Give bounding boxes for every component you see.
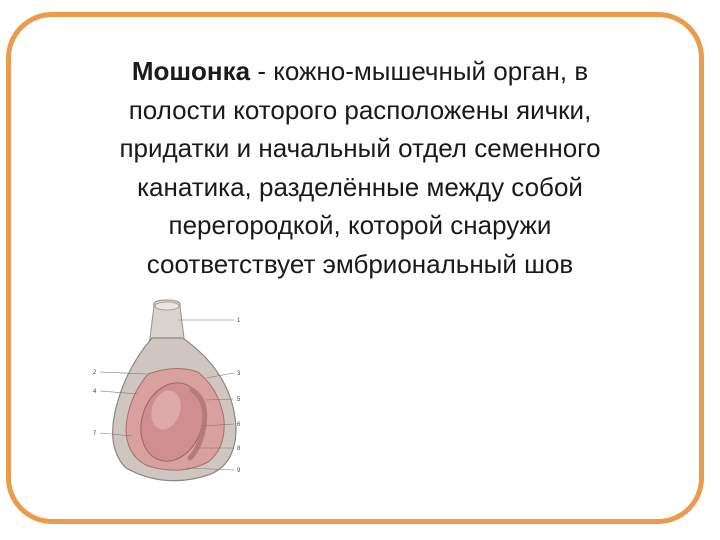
definition-line-3: придатки и начальный отдел семенного bbox=[119, 133, 601, 163]
scrotum-anatomy-illustration bbox=[86, 298, 256, 488]
definition-line-6: соответствует эмбриональный шов bbox=[146, 248, 574, 279]
callout-label-1: 1 bbox=[237, 318, 241, 324]
callout-label-7: 7 bbox=[93, 431, 97, 437]
definition-line-4: канатика, разделённые между собой bbox=[137, 171, 583, 202]
definition-line-2: полости которого расположены яички, bbox=[128, 94, 592, 125]
callout-label-3: 3 bbox=[237, 371, 241, 377]
definition-text bbox=[60, 52, 660, 283]
callout-label-4: 4 bbox=[93, 389, 97, 395]
callout-label-5: 5 bbox=[237, 397, 241, 403]
definition-line-1: - кожно-мышечный орган, в bbox=[250, 56, 589, 86]
callout-label-8: 8 bbox=[237, 446, 241, 452]
cord-cross-section bbox=[155, 302, 179, 310]
definition-line-5: перегородкой, которой снаружи bbox=[168, 210, 552, 240]
callout-label-9: 9 bbox=[237, 468, 241, 474]
callout-label-6: 6 bbox=[237, 422, 241, 428]
callout-label-2: 2 bbox=[93, 370, 97, 376]
term-heading: Мошонка bbox=[131, 56, 251, 86]
